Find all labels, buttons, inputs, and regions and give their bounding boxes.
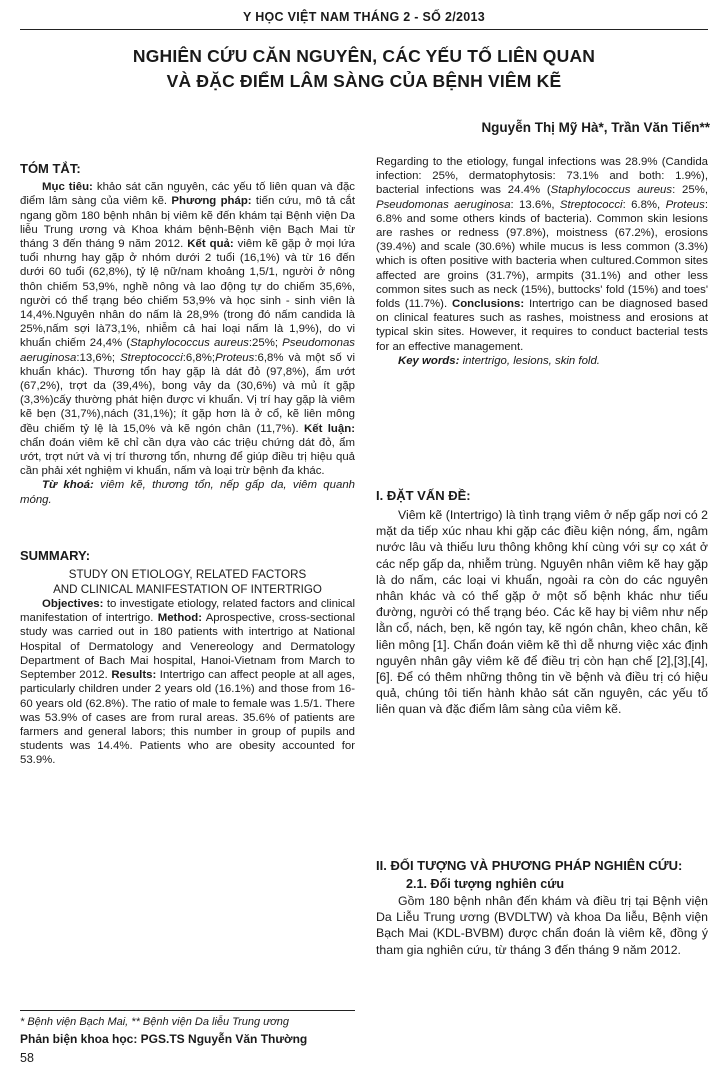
- section-1-body: Viêm kẽ (Intertrigo) là tình trạng viêm ở nếp gấp nơi có 2 mặt da tiếp xúc nhau khi gặp các điều kiện nóng, ẩm, ngâm nước lâu và thiếu lưu thông không khí cùng với sự cọ xát ở các nếp gấp da, nhiễm trùng. Nguyên nhân viêm kẽ hay gặp là do nấm, các loại vi khuẩn, ngoài ra còn do các nguyên nhân khác và có thể gặp ở một số bệnh khác như tiểu đường, người có thể trạng béo. Các kẽ hay bị viêm như nếp lằn cổ, nách, bẹn, kẽ ngón tay, kẽ ngón chân, kheo chân, kẽ liên mông [1]. Chẩn đoán viêm kẽ thì dễ nhưng việc xác định nguyên nhân gây viêm kẽ để điều trị còn hạn chế [2],[3],[4],[6]. Để có thêm những thông tin về bệnh và điều trị có hiệu quả, chúng tôi tiến hành khảo sát căn nguyên, các yếu tố liên quan và đặc điểm lâm sàng của viêm kẽ.: [376, 508, 708, 717]
- summary-heading: SUMMARY:: [20, 547, 91, 563]
- muc-tieu-label: Mục tiêu:: [42, 181, 93, 194]
- section-2-heading: II. ĐỐI TƯỢNG VÀ PHƯƠNG PHÁP NGHIÊN CỨU:: [376, 858, 683, 873]
- ket-qua-text: :25%;: [248, 337, 283, 350]
- results-text: Intertrigo can affect people at all ages, particularly children under 2 years old (16.1%) and those from 16-60 years old (62.8%). The ratio of male to female was 1.5/1. There was 53.9% of cases are from rural areas. 35.6% of patients are farmers and general labors; this number in group of pupils and students was 14.4%. Patients who are obesity accounted for 53.9%.: [20, 669, 355, 767]
- header-rule: [20, 29, 708, 30]
- affiliation-text: * Bệnh viện Bạch Mai, ** Bệnh viện Da liễu Trung ương: [20, 1016, 290, 1028]
- tu-khoa-label: Từ khoá:: [42, 479, 94, 492]
- summary-abstract: [20, 597, 355, 767]
- summary-cont-text: : 25%,: [672, 184, 708, 197]
- section-2: [376, 858, 708, 958]
- article-title: [40, 44, 688, 94]
- method-label: Method:: [157, 612, 202, 625]
- results-label: Results:: [111, 669, 157, 682]
- method-text: Aprospective, cross-sectional study was carried out in 180 patients with intertrigo at National Hospital of Dermatology and Venereology and Dermatology Department of Bach Mai hospital, Hanoi-Vietnam from March to September 2012.: [20, 612, 355, 682]
- species-name: Proteus: [665, 198, 705, 211]
- species-name: Staphylococcus aureus: [130, 337, 249, 350]
- phuong-phap-text: tiến cứu, mô tả cắt ngang gồm 180 bệnh nhân bị viêm kẽ đến khám tại Bệnh viện Da liễu Trung ương và Khoa khám bệnh-Bệnh viện Bạch Mai từ tháng 3 đến tháng 9 năm 2012.: [20, 195, 356, 251]
- authors: Nguyễn Thị Mỹ Hà*, Trần Văn Tiến**: [481, 120, 710, 135]
- ket-luan-label: Kết luận:: [304, 422, 355, 435]
- objectives-label: Objectives:: [42, 598, 104, 611]
- title-line-1: NGHIÊN CỨU CĂN NGUYÊN, CÁC YẾU TỐ LIÊN QUAN: [132, 46, 596, 66]
- summary-cont-text: : 13.6%,: [510, 198, 560, 211]
- title-line-2: VÀ ĐẶC ĐIỂM LÂM SÀNG CỦA BỆNH VIÊM KẼ: [166, 71, 562, 91]
- species-name: Proteus: [215, 351, 255, 364]
- ket-qua-text: :6,8% và một số vi khuẩn khác). Thương tổn hay gặp là dát đỏ (97,8%), ẩm ướt (67,2%), trợt da (39,4%), bong vảy da (30,6%) và mủ ít gặp (3,3%)cấy thường phát hiện được vi khuẩn. Vị trí hay gặp là viêm kẽ bẹn (31,7%),nách (31,1%); ít gặp hơn là ở cổ, kẽ liên mông đều chiếm tỷ lệ là 15,0% và kẽ ngón chân (11,7%).: [20, 351, 356, 435]
- ket-qua-text: :13,6%;: [76, 351, 121, 364]
- reviewer-line: Phản biện khoa học: PGS.TS Nguyễn Văn Thường: [20, 1032, 308, 1046]
- ket-qua-text: :6,8%;: [182, 351, 216, 364]
- summary-subtitle-2: AND CLINICAL MANIFESTATION OF INTERTRIGO: [53, 583, 322, 597]
- species-name: Staphylococcus aureus: [550, 184, 673, 197]
- summary-cont-text: Regarding to the etiology, fungal infections was 28.9% (Candida infection: 25%, dermatophytosis: 73.1% and both: 1.9%), bacterial infections was 24.4% (: [376, 156, 708, 197]
- species-name: Pseudomonas aeruginosa: [376, 198, 511, 211]
- ket-luan-text: chẩn đoán viêm kẽ chỉ cần dựa vào các triệu chứng dát đỏ, ẩm ướt, trợt nứt và vị trí thương tổn, nhưng để giúp điều trị hiệu quả cần phải xét nghiệm vi khuẩn, nấm và loại trừ bệnh đa khác.: [20, 436, 355, 478]
- running-header: Y HỌC VIỆT NAM THÁNG 2 - SỐ 2/2013: [243, 10, 485, 24]
- muc-tieu-text: khảo sát căn nguyên, các yếu tố liên quan và đặc điểm lâm sàng của viêm kẽ.: [20, 181, 355, 208]
- species-name: Pseudomonas aeruginosa: [20, 337, 355, 364]
- section-1-heading: I. ĐẶT VẤN ĐỀ:: [376, 488, 471, 503]
- tu-khoa: [20, 478, 355, 506]
- summary-cont-text: : 6.8% and some others kinds of bacteria). Common skin lesions are rashes or redness (97.8%), moistness (67.2%), erosions (39.4%) and scale (30.6%) while mucus is less common (3.3%) which is often positive with bacteria when cultured.Common sites affected are groins (31.7%), armpits (31.1%) and other less common sites such as neck (15%), buttocks' fold (15%) and toes' folds (11.7%).: [376, 198, 708, 311]
- ket-qua-label: Kết quả:: [187, 238, 234, 251]
- left-column: [20, 162, 355, 768]
- ket-qua-text: viêm kẽ gặp ở mọi lứa tuổi nhưng hay gặp ở nhóm dưới 2 tuổi (16,1%) và từ 16 đến dưới 60 tuổi (62,8%), tỷ lệ nữ/nam khoảng 1,5/1, người ở nông thôn chiếm 53,9%, nghề nông và lao động tự do chiếm 35,6%, người có thể trạng béo chiếm 53,9% và học sinh - sinh viên là 14,4%.Nguyên nhân do nấm là 28,9% (trong đó nấm candida là 25%,nấm sợi là73,1%, nhiễm cả hai loại nấm là 1,9%), do vi khuẩn chiếm 24,4% (: [20, 238, 355, 350]
- section-2-1-heading: 2.1. Đối tượng nghiên cứu: [406, 877, 565, 891]
- affiliation-footnote: [20, 1015, 360, 1029]
- summary-cont-text: : 6.8%,: [622, 198, 666, 211]
- tomtat-heading: TÓM TẮT:: [20, 161, 81, 176]
- summary-subtitle-1: STUDY ON ETIOLOGY, RELATED FACTORS: [68, 568, 307, 582]
- footnote-rule: [20, 1010, 355, 1011]
- right-column: [376, 155, 708, 368]
- key-words: [376, 354, 708, 368]
- phuong-phap-label: Phương pháp:: [171, 195, 252, 208]
- species-name: Streptococci: [559, 198, 623, 211]
- keywords-label: Key words:: [398, 354, 460, 367]
- section-1: [376, 488, 708, 718]
- objectives-text: to investigate etiology, related factors and clinical manifestation of intertrigo.: [20, 598, 355, 625]
- tu-khoa-text: viêm kẽ, thương tổn, nếp gấp da, viêm quanh móng.: [20, 479, 355, 506]
- summary-continued: [376, 155, 708, 354]
- conclusions-text: Intertrigo can be diagnosed based on clinical features such as rashes, moistness and erosions at typical skin sites. However, it requires to conduct bacterial tests for an effective management.: [376, 298, 709, 353]
- page-number: 58: [20, 1051, 34, 1065]
- tomtat-abstract: [20, 180, 355, 478]
- section-2-body: Gồm 180 bệnh nhân đến khám và điều trị tại Bệnh viện Da Liễu Trung ương (BVDLTW) và khoa Da liễu, Bệnh viện Bạch Mai (KDL-BVBM) được chẩn đoán là viêm kẽ, đồng ý tham gia nghiên cứu, từ tháng 3 đến tháng 9 năm 2012.: [376, 894, 708, 957]
- conclusions-label: Conclusions:: [451, 298, 525, 311]
- species-name: Streptococci: [120, 351, 183, 364]
- keywords-text: intertrigo, lesions, skin fold.: [459, 354, 600, 367]
